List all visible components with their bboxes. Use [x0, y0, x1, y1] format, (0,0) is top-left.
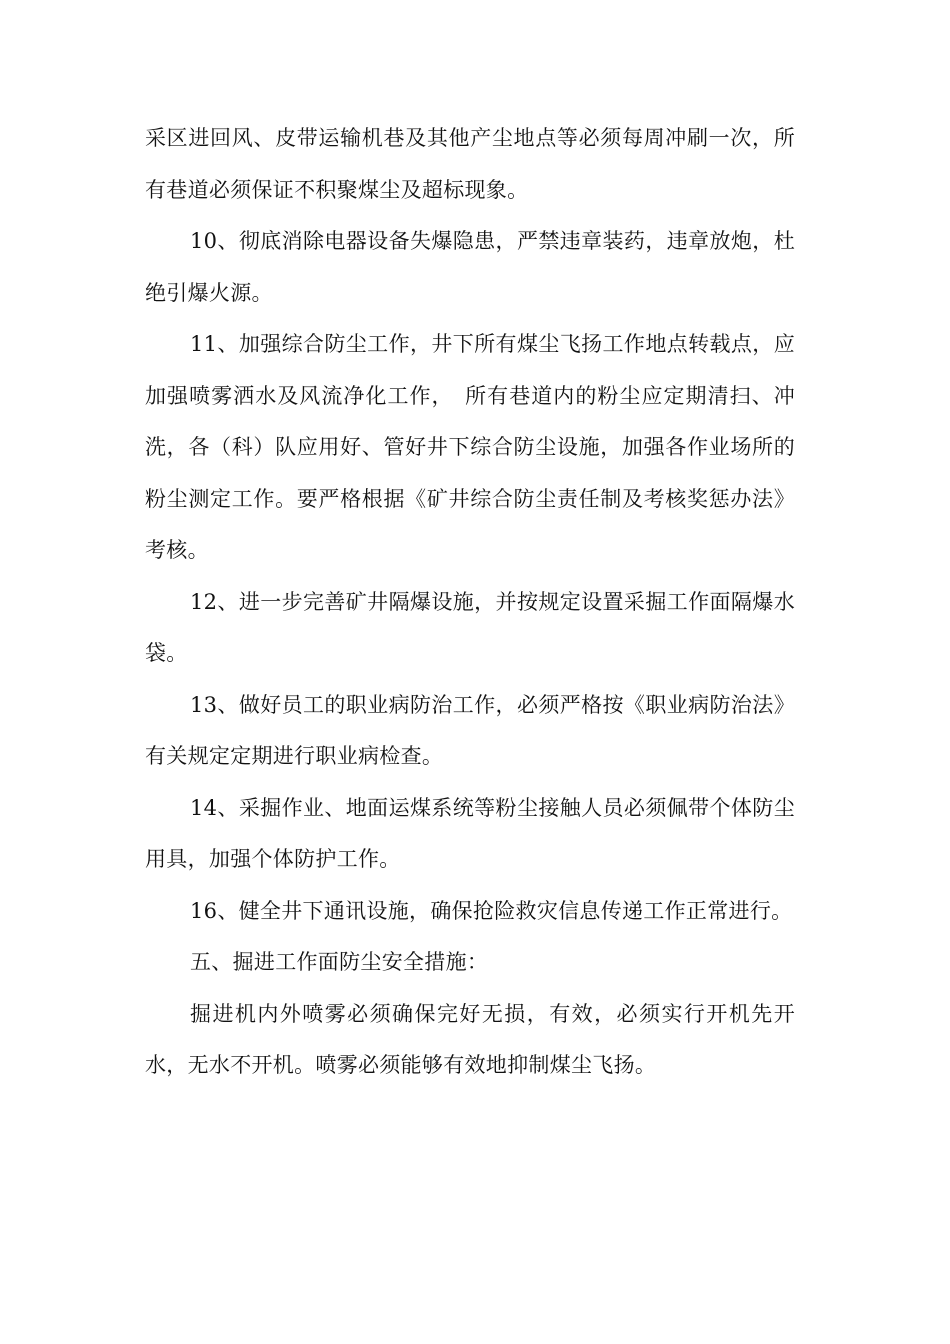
paragraph-item-12: 12、进一步完善矿井隔爆设施，并按规定设置采掘工作面隔爆水袋。 [145, 589, 795, 665]
section-heading-5: 五、掘进工作面防尘安全措施： [190, 950, 489, 974]
document-body [145, 113, 795, 1092]
paragraph-item-11: 11、加强综合防尘工作，井下所有煤尘飞扬工作地点转载点，应加强喷雾洒水及风流净化工作， 所有巷道内的粉尘应定期清扫、冲洗，各（科）队应用好、管好井下综合防尘设施，加强各作业场所的粉尘测定工作。要严格根据《矿井综合防尘责任制及考核奖惩办法》考核。 [145, 332, 795, 562]
paragraph-item-13: 13、做好员工的职业病防治工作，必须严格按《职业病防治法》有关规定定期进行职业病检查。 [145, 692, 795, 768]
paragraph-item-16: 16、健全井下通讯设施，确保抢险救灾信息传递工作正常进行。 [190, 898, 793, 923]
paragraph-continued: 采区进回风、皮带运输机巷及其他产尘地点等必须每周冲刷一次，所有巷道必须保证不积聚煤尘及超标现象。 [145, 126, 795, 202]
paragraph-item-14: 14、采掘作业、地面运煤系统等粉尘接触人员必须佩带个体防尘用具，加强个体防护工作。 [145, 795, 795, 871]
paragraph-section-5-body: 掘进机内外喷雾必须确保完好无损，有效，必须实行开机先开水，无水不开机。喷雾必须能够有效地抑制煤尘飞扬。 [145, 1001, 795, 1077]
paragraph-item-10: 10、彻底消除电器设备失爆隐患，严禁违章装药，违章放炮，杜绝引爆火源。 [145, 229, 795, 305]
